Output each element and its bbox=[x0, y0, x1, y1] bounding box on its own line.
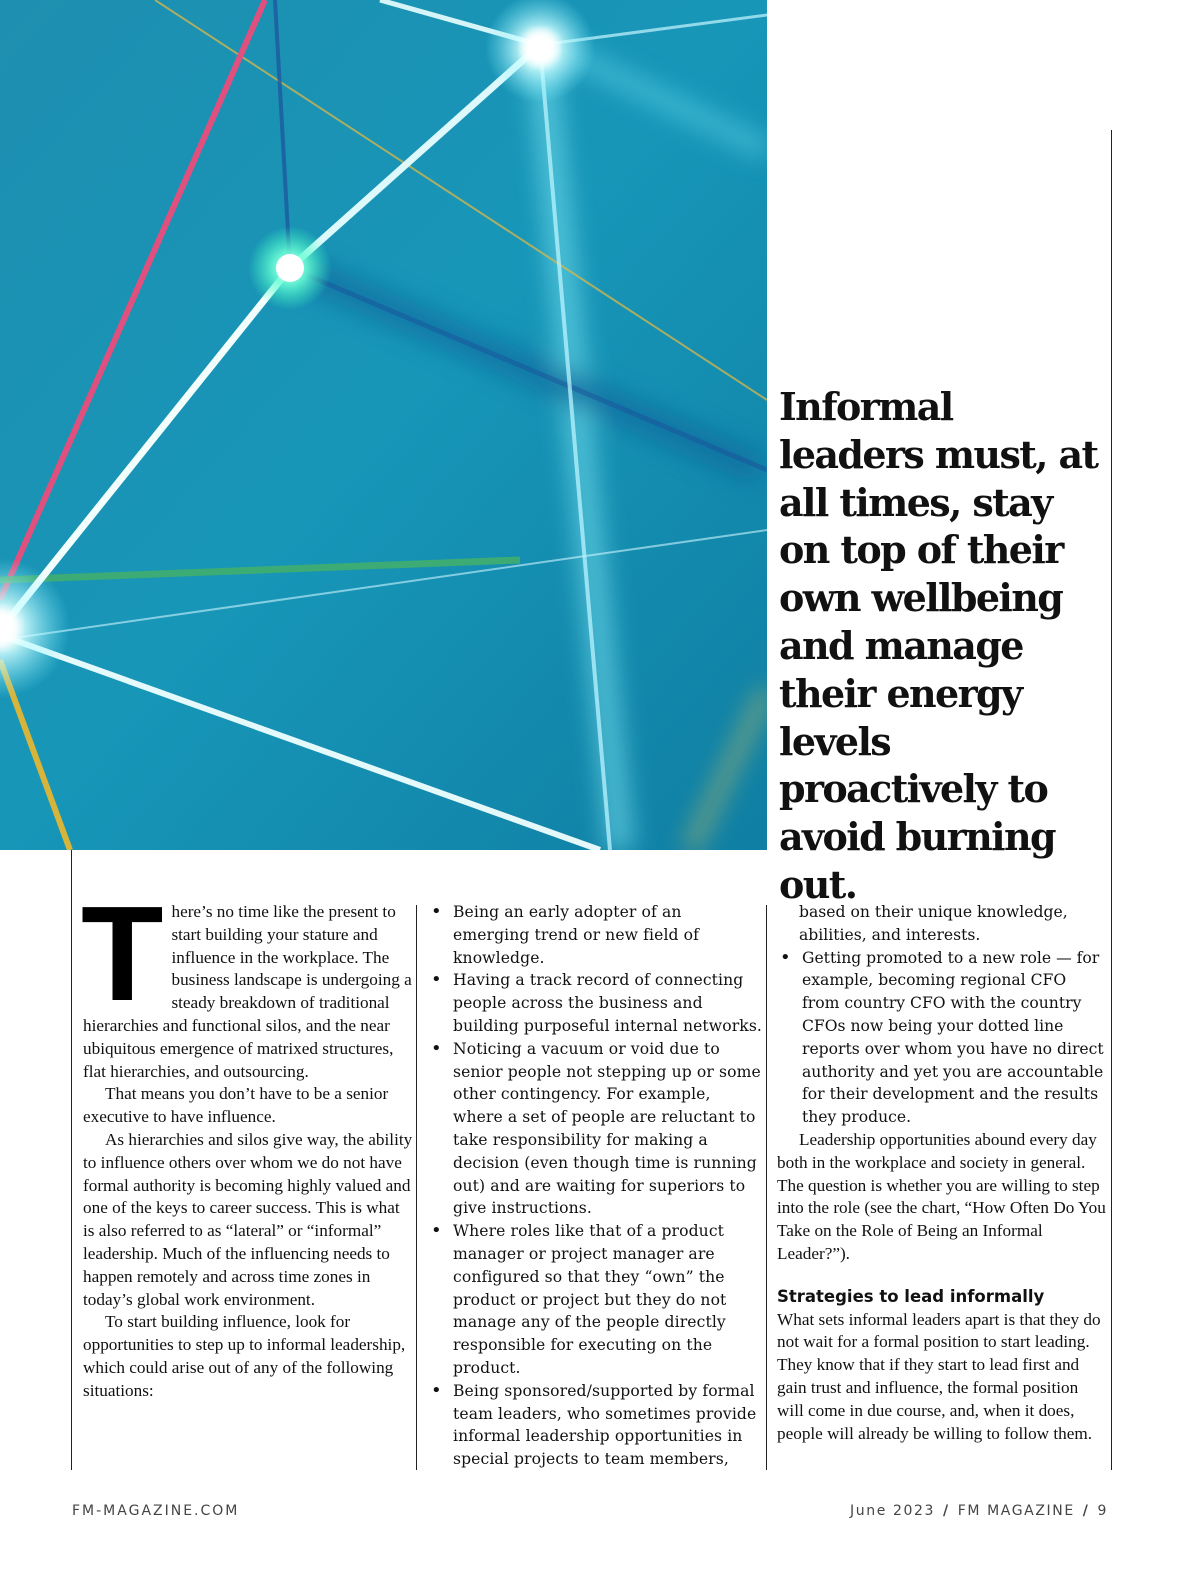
footer-site-link[interactable]: FM-MAGAZINE.COM bbox=[72, 1503, 240, 1519]
paragraph-influence: That means you don’t have to be a senior executive to have influence. bbox=[83, 1084, 389, 1127]
pull-quote: Informal leaders must, at all times, stay on top of their own wellbeing and manage their energy levels proactively to avoid burning out. bbox=[779, 384, 1098, 907]
right-rule bbox=[1111, 130, 1112, 1470]
article-column-3 bbox=[777, 901, 1107, 1445]
paragraph-opportunities: To start building influence, look for opportunities to step up to informal leadership, which could arise out of any of the following situations: bbox=[83, 1312, 406, 1400]
article-column-2 bbox=[428, 901, 762, 1471]
situations-list-continued bbox=[777, 947, 1107, 1129]
page-number: 9 bbox=[1097, 1503, 1108, 1519]
magazine-name: FM MAGAZINE bbox=[957, 1503, 1075, 1519]
issue-date: June 2023 bbox=[850, 1503, 935, 1519]
paragraph-strategies: What sets informal leaders apart is that they do not wait for a formal position to start leading. They know that if they start to lead first and gain trust and influence, the formal position will come in due course, and, when it does, people will already be willing to follow them. bbox=[777, 1309, 1101, 1443]
network-illustration bbox=[0, 0, 767, 850]
list-item: • Being an early adopter of an emerging trend or new field of knowledge. bbox=[428, 901, 762, 969]
list-item: • Having a track record of connecting people across the business and building purposeful internal networks. bbox=[428, 969, 762, 1037]
list-item-continuation: based on their unique knowledge, abilities, and interests. bbox=[799, 903, 1068, 944]
footer-folio bbox=[850, 1503, 1108, 1519]
list-item: • Noticing a vacuum or void due to senior people not stepping up or some other contingency. For example, where a set of people are reluctant to take responsibility for making a decision (even though time is running out) and are waiting for superiors to give instructions. bbox=[428, 1038, 762, 1220]
col-divider-2 bbox=[766, 905, 767, 1470]
paragraph-leadership-opportunities: Leadership opportunities abound every day both in the workplace and society in general. The question is whether you are willing to step into the role (see the chart, “How Often Do You Take on the Role of Being an Informal Leader?”). bbox=[777, 1129, 1106, 1263]
hero-network-image bbox=[0, 0, 767, 850]
list-item: • Where roles like that of a product manager or project manager are configured so that they “own” the product or project but they do not manage any of the people directly responsible for executing on the product. bbox=[428, 1220, 762, 1380]
situations-list bbox=[428, 901, 762, 1471]
section-subhead: Strategies to lead informally bbox=[777, 1286, 1045, 1306]
separator: / bbox=[942, 1503, 950, 1519]
list-item: • Getting promoted to a new role — for example, becoming regional CFO from country CFO with the country CFOs now being your dotted line reports over whom you have no direct authority and yet you are accountable for their development and the results they produce. bbox=[777, 947, 1107, 1129]
separator: / bbox=[1082, 1503, 1090, 1519]
intro-paragraph: here’s no time like the present to start building your stature and influence in the workplace. The business landscape is undergoing a steady breakdown of traditional hierarchies and functional silos, and the near ubiquitous emergence of matrixed structures, flat hierarchies, and outsourcing. bbox=[83, 902, 412, 1081]
list-item: • Being sponsored/supported by formal team leaders, who sometimes provide informal leadership opportunities in special projects to team members, bbox=[428, 1380, 762, 1471]
article-column-1 bbox=[81, 878, 413, 1403]
drop-cap: T bbox=[81, 878, 164, 1029]
col-divider-1 bbox=[416, 905, 417, 1470]
col1-left-rule bbox=[71, 850, 72, 1470]
paragraph-hierarchies: As hierarchies and silos give way, the ability to influence others over whom we do not have formal authority is becoming highly valued and one of the keys to career success. This is what is also referred to as “lateral” or “informal” leadership. Much of the influencing needs to happen remotely and across time zones in today’s global work environment. bbox=[83, 1129, 413, 1309]
